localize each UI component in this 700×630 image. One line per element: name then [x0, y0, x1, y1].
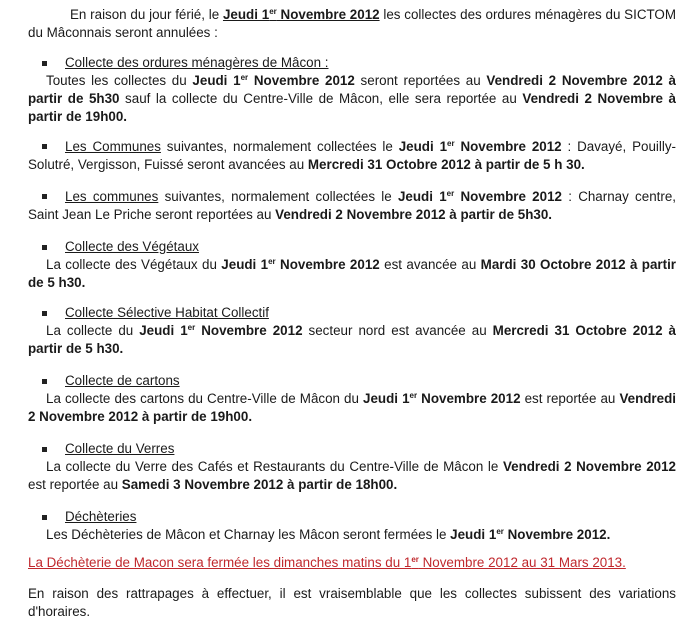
closure-notice [28, 554, 626, 572]
bullet-icon [42, 144, 47, 149]
section-body: Toutes les collectes du Jeudi 1er Novembre 2012 seront reportées au Vendredi 2 Novembre 2012 à partir de 5h30 sauf la collecte du Centre-Ville de Mâcon, elle sera reportée au Vendredi 2 Novembre à partir de 19h00. [28, 73, 676, 124]
intro-text-end: les collectes des ordures ménagères du SICTOM du Mâconnais seront annulées : [28, 7, 676, 40]
section-verres [28, 440, 676, 494]
bullet-icon [42, 515, 47, 520]
section-body: Les Communes suivantes, normalement collectées le Jeudi 1er Novembre 2012 : Davayé, Pouilly-Solutré, Vergisson, Fuissé seront avancées au Mercredi 31 Octobre 2012 à partir de 5 h 30. [28, 139, 676, 172]
notice-text-end: Novembre 2012 au 31 Mars 2013. [418, 555, 626, 570]
section-heading: Déchèteries [65, 509, 137, 524]
intro-month: Novembre 2012 [276, 7, 380, 22]
intro-day: Jeudi 1 [222, 7, 270, 22]
section-body: Les communes suivantes, normalement collectées le Jeudi 1er Novembre 2012 : Charnay centre, Saint Jean Le Priche seront reportées au Vendredi 2 Novembre 2012 à partir de 5h30. [28, 189, 676, 222]
section-heading: Les Communes [65, 139, 161, 154]
section-ordures-macon [28, 54, 676, 126]
notice-sup: er [411, 555, 419, 564]
notice-text: La Déchèterie de Macon sera fermée les dimanches matins du 1 [28, 555, 412, 570]
section-body: La collecte des cartons du Centre-Ville de Mâcon du Jeudi 1er Novembre 2012 est reportée au Vendredi 2 Novembre 2012 à partir de 19h00. [28, 391, 676, 424]
bullet-icon [42, 245, 47, 250]
section-communes-reportees [28, 188, 676, 224]
bullet-icon [42, 194, 47, 199]
section-heading: Collecte des ordures ménagères de Mâcon : [65, 55, 329, 70]
section-body: La collecte du Jeudi 1er Novembre 2012 secteur nord est avancée au Mercredi 31 Octobre 2012 à partir de 5 h30. [28, 323, 676, 356]
bullet-icon [42, 61, 47, 66]
section-habitat-collectif [28, 304, 676, 358]
intro-text: En raison du jour férié, le [70, 7, 223, 22]
section-heading: Collecte Sélective Habitat Collectif [65, 305, 269, 320]
section-body: La collecte du Verre des Cafés et Restaurants du Centre-Ville de Mâcon le Vendredi 2 Novembre 2012 est reportée au Samedi 3 Novembre 2012 à partir de 18h00. [28, 459, 676, 492]
section-vegetaux [28, 238, 676, 292]
section-heading: Collecte du Verres [65, 441, 175, 456]
section-heading: Collecte de cartons [65, 373, 180, 388]
bullet-icon [42, 311, 47, 316]
intro-sup: er [269, 7, 277, 16]
section-communes-avancees [28, 138, 676, 174]
section-decheteries [28, 508, 676, 544]
section-heading: Les communes [65, 189, 159, 204]
intro-paragraph [28, 6, 676, 42]
section-body: La collecte des Végétaux du Jeudi 1er Novembre 2012 est avancée au Mardi 30 Octobre 2012 à partir de 5 h30. [28, 257, 677, 290]
section-cartons [28, 372, 676, 426]
bullet-icon [42, 379, 47, 384]
closing-paragraph: En raison des rattrapages à effectuer, il est vraisemblable que les collectes subissent des variations d'horaires. [28, 586, 676, 619]
section-body: Les Déchèteries de Mâcon et Charnay les Mâcon seront fermées le Jeudi 1er Novembre 2012. [46, 527, 611, 542]
section-heading: Collecte des Végétaux [65, 239, 199, 254]
bullet-icon [42, 447, 47, 452]
